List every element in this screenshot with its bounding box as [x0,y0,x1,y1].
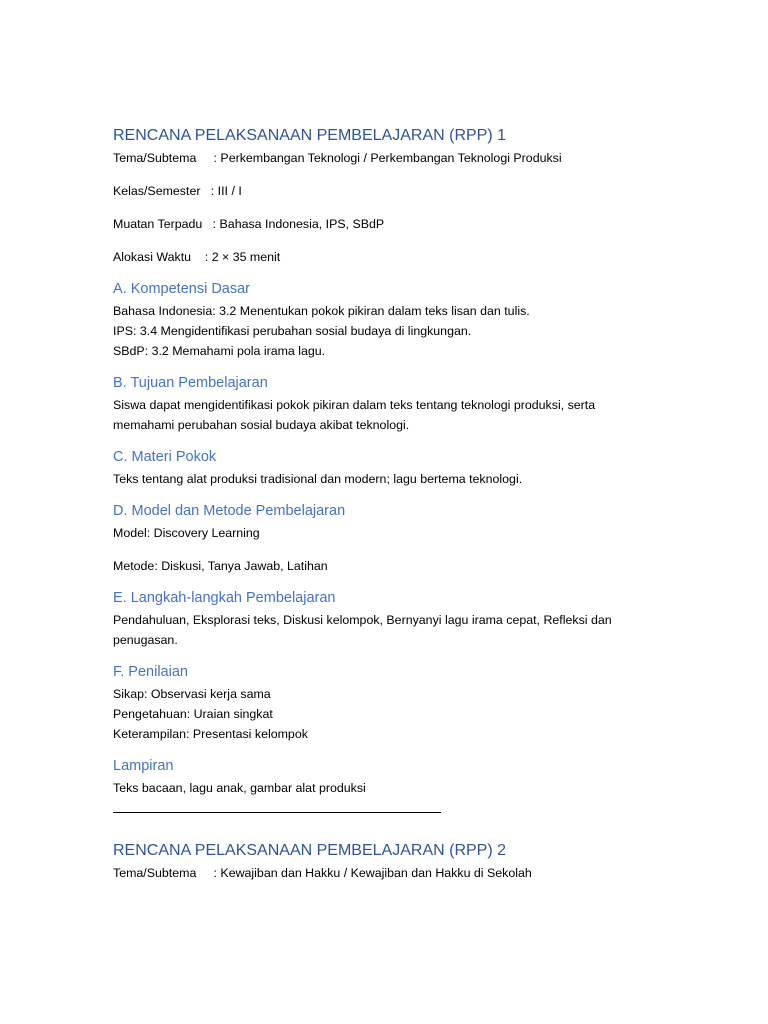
langkah-text: Pendahuluan, Eksplorasi teks, Diskusi kelompok, Bernyanyi lagu irama cepat, Refleksi dan penugasan. [113,613,612,647]
penilaian-keterampilan: Keterampilan: Presentasi kelompok [113,727,308,741]
heading-langkah-pembelajaran: E. Langkah-langkah Pembelajaran [113,590,336,606]
lampiran-text: Teks bacaan, lagu anak, gambar alat produksi [113,781,366,795]
heading-lampiran: Lampiran [113,758,174,774]
meta-tema: Tema/Subtema : Perkembangan Teknologi / Perkembangan Teknologi Produksi [113,151,562,165]
rpp2-meta-tema: Tema/Subtema : Kewajiban dan Hakku / Kewajiban dan Hakku di Sekolah [113,866,532,880]
tujuan-text: Siswa dapat mengidentifikasi pokok pikiran dalam teks tentang teknologi produksi, serta memahami perubahan sosial budaya akibat teknologi. [113,398,596,432]
meta-alokasi: Alokasi Waktu : 2 × 35 menit [113,250,281,264]
model-text: Model: Discovery Learning [113,526,260,540]
heading-kompetensi-dasar: A. Kompetensi Dasar [113,281,251,297]
meta-kelas: Kelas/Semester : III / I [113,184,242,198]
rpp1-title: RENCANA PELAKSANAAN PEMBELAJARAN (RPP) 1 [113,127,507,144]
heading-materi-pokok: C. Materi Pokok [113,449,217,465]
kd-bahasa-indonesia: Bahasa Indonesia: 3.2 Menentukan pokok pikiran dalam teks lisan dan tulis. [113,304,530,318]
rpp2-title: RENCANA PELAKSANAAN PEMBELAJARAN (RPP) 2 [113,842,507,859]
kd-ips: IPS: 3.4 Mengidentifikasi perubahan sosial budaya di lingkungan. [113,324,472,338]
heading-tujuan-pembelajaran: B. Tujuan Pembelajaran [113,375,268,391]
heading-model-metode: D. Model dan Metode Pembelajaran [113,503,346,519]
penilaian-sikap: Sikap: Observasi kerja sama [113,687,271,701]
section-divider [113,812,441,813]
metode-text: Metode: Diskusi, Tanya Jawab, Latihan [113,559,328,573]
materi-text: Teks tentang alat produksi tradisional dan modern; lagu bertema teknologi. [113,472,523,486]
kd-sbdp: SBdP: 3.2 Memahami pola irama lagu. [113,344,326,358]
meta-muatan: Muatan Terpadu : Bahasa Indonesia, IPS, SBdP [113,217,385,231]
rpp1-meta [113,148,728,267]
penilaian-pengetahuan: Pengetahuan: Uraian singkat [113,707,273,721]
heading-penilaian: F. Penilaian [113,664,188,680]
